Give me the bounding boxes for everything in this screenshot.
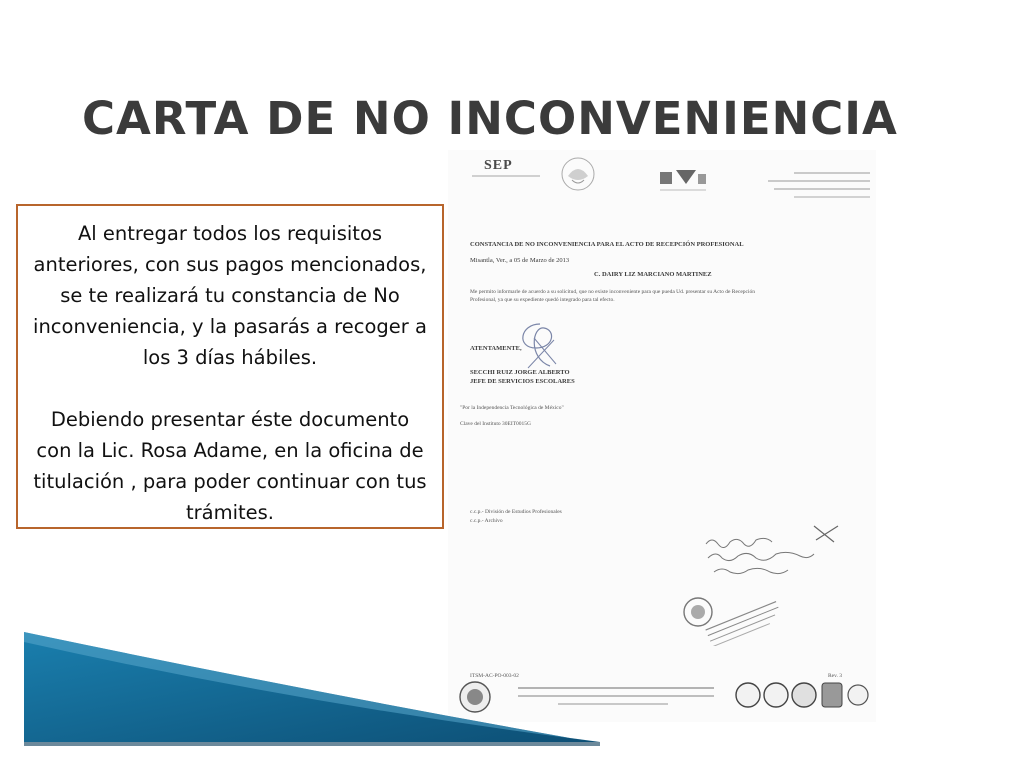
official-stamp-icon bbox=[672, 586, 792, 646]
mexico-coat-of-arms-icon bbox=[556, 154, 600, 194]
institution-motto: "Por la Independencia Tecnológica de México" bbox=[460, 405, 564, 411]
footer-code: ITSM-AC-PO-003-02 bbox=[470, 673, 519, 679]
body-line-2: Profesional, ya que su expediente quedó integrado para tal efecto. bbox=[470, 297, 615, 303]
slide-title: CARTA DE NO INCONVENIENCIA bbox=[82, 92, 898, 145]
handwritten-receipt-icon bbox=[704, 520, 854, 580]
body-line-1: Me permito informarle de acuerdo a su solicitud, que no existe inconveniente para que pueda Ud. presentar su Acto de Recepción bbox=[470, 289, 755, 295]
instructions-text-box bbox=[16, 204, 444, 529]
certification-logos-icon bbox=[734, 680, 870, 710]
institution-header-lines bbox=[764, 170, 872, 200]
closing: ATENTAMENTE, bbox=[470, 345, 522, 352]
signature-icon bbox=[510, 318, 570, 374]
sep-logo-icon bbox=[470, 156, 542, 190]
document-title: CONSTANCIA DE NO INCONVENIENCIA PARA EL ACTO DE RECEPCIÓN PROFESIONAL bbox=[470, 241, 744, 248]
signer-title: JEFE DE SERVICIOS ESCOLARES bbox=[470, 378, 575, 385]
institution-key: Clave del Instituto 30EIT0015G bbox=[460, 421, 532, 427]
cc-line-1: c.c.p.- División de Estudios Profesionales bbox=[470, 509, 562, 515]
decorative-swoosh bbox=[0, 620, 600, 768]
cc-line-2: c.c.p.- Archivo bbox=[470, 518, 503, 524]
footer-revision: Rev. 3 bbox=[828, 673, 843, 679]
recipient-name: C. DAIRY LIZ MARCIANO MARTINEZ bbox=[594, 271, 712, 278]
sep-logo-text: SEP bbox=[484, 158, 513, 173]
instructions-paragraph-1: Al entregar todos los requisitos anteriores, con sus pagos mencionados, se te realizará tu constancia de No inconveniencia, y la pasarás a recoger a los 3 días hábiles. bbox=[33, 222, 427, 369]
place-date: Misantla, Ver., a 05 de Marzo de 2013 bbox=[470, 257, 570, 264]
instructions-paragraph-2: Debiendo presentar éste documento con la Lic. Rosa Adame, en la oficina de titulación , para poder continuar con tus trámites. bbox=[33, 408, 427, 524]
tecnologico-logo-icon bbox=[658, 166, 708, 194]
signer-name: SECCHI RUIZ JORGE ALBERTO bbox=[470, 369, 570, 376]
